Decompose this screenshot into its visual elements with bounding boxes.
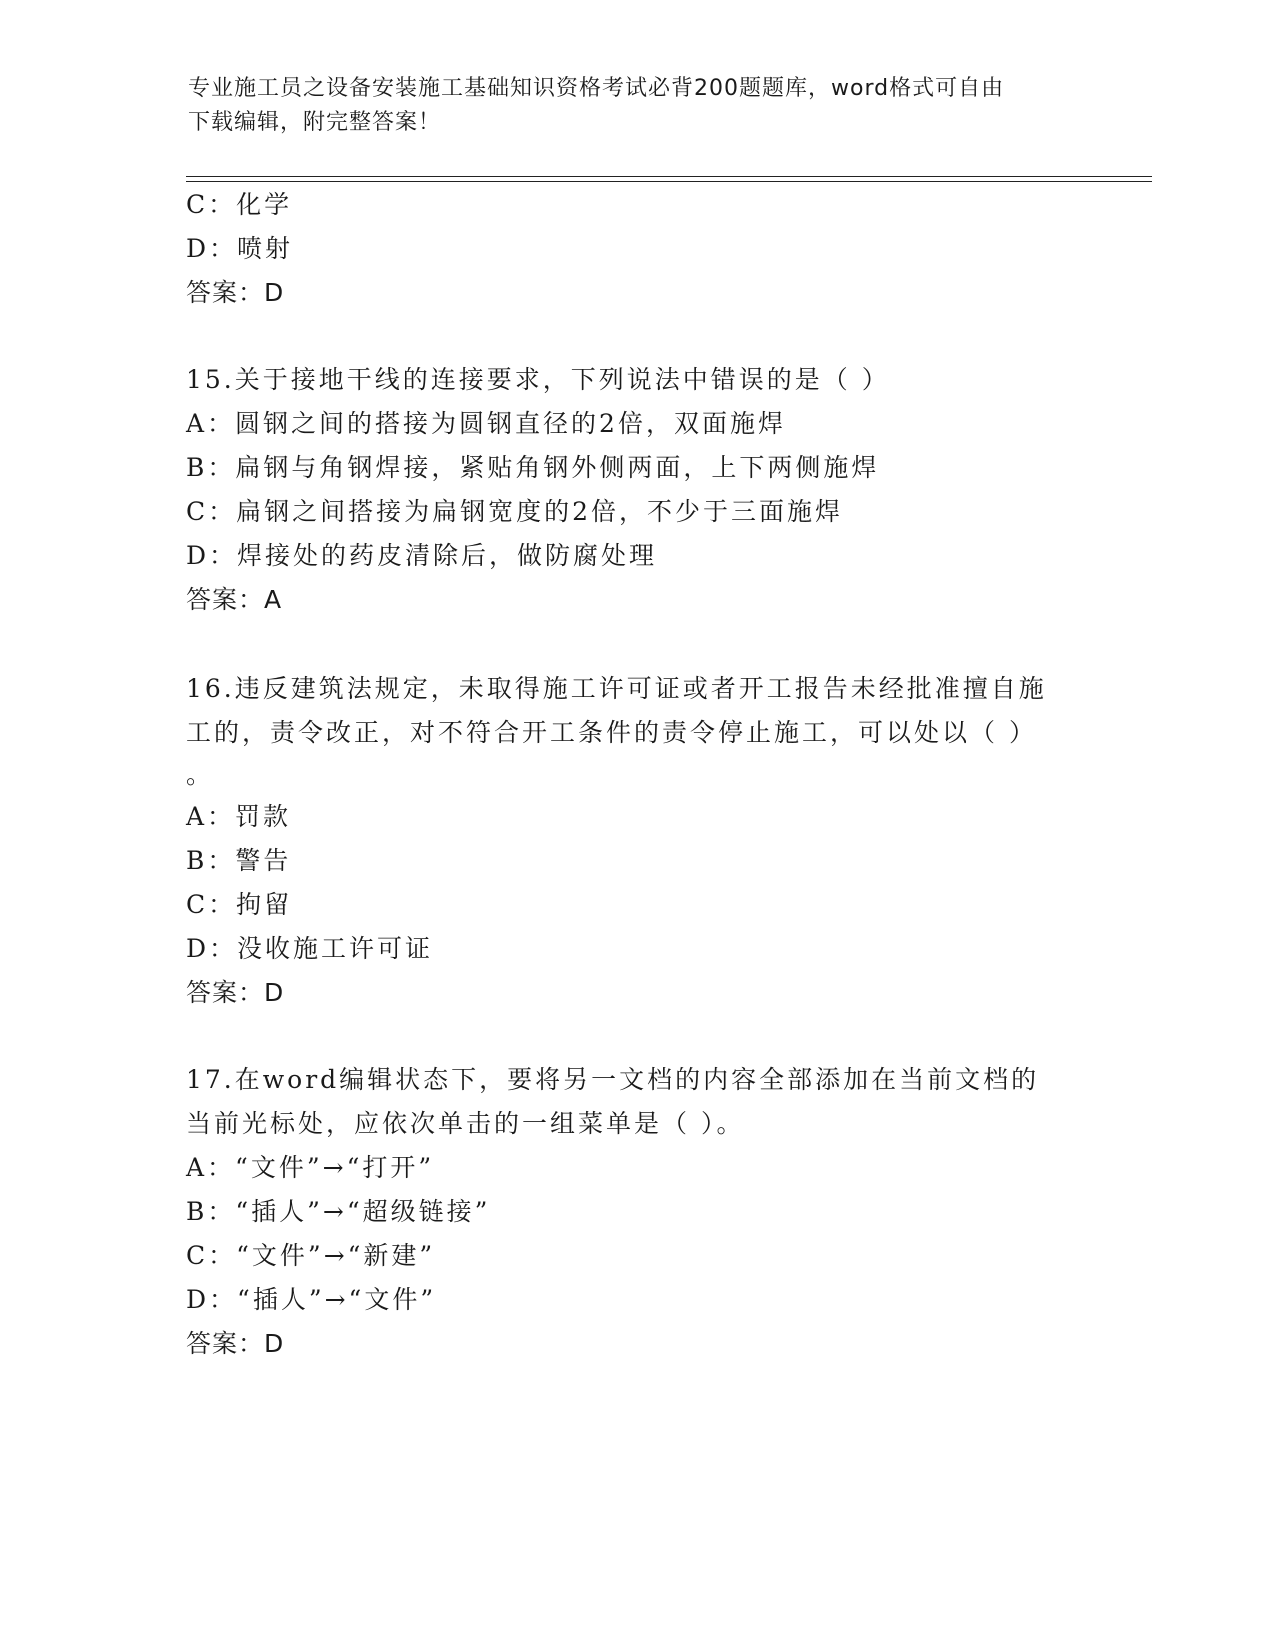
q16-stem-line-1: 16.违反建筑法规定，未取得施工许可证或者开工报告未经批准擅自施 [186, 674, 1047, 703]
q15-stem: 15.关于接地干线的连接要求，下列说法中错误的是（ ） [186, 365, 890, 394]
header-divider-bottom [186, 181, 1152, 182]
q14-answer: 答案：D [186, 278, 285, 307]
q17-answer: 答案：D [186, 1329, 285, 1358]
q16-option-d: D：没收施工许可证 [186, 934, 434, 963]
q17-stem-line-2: 当前光标处，应依次单击的一组菜单是（ ）。 [186, 1109, 745, 1138]
q15-option-d: D：焊接处的药皮清除后，做防腐处理 [186, 541, 658, 570]
q15-option-a: A：圆钢之间的搭接为圆钢直径的2倍，双面施焊 [186, 409, 786, 438]
q16-option-b: B：警告 [186, 846, 292, 875]
q14-option-c: C：化学 [186, 190, 293, 219]
header-line-1: 专业施工员之设备安装施工基础知识资格考试必背200题题库，word格式可自由 [188, 76, 1005, 101]
document-header [188, 72, 1068, 140]
q16-option-c: C：拘留 [186, 890, 293, 919]
q15-option-c: C：扁钢之间搭接为扁钢宽度的2倍，不少于三面施焊 [186, 497, 844, 526]
q17-stem-line-1: 17.在word编辑状态下，要将另一文档的内容全部添加在当前文档的 [186, 1065, 1040, 1094]
header-line-2: 下载编辑，附完整答案！ [188, 110, 442, 135]
q16-answer: 答案：D [186, 978, 285, 1007]
q17-option-d: D：“插人”→“文件” [186, 1285, 437, 1314]
q17-option-a: A：“文件”→“打开” [186, 1153, 435, 1182]
q16-stem-line-3: 。 [186, 760, 215, 789]
q15-option-b: B：扁钢与角钢焊接，紧贴角钢外侧两面，上下两侧施焊 [186, 453, 880, 482]
q15-answer: 答案：A [186, 585, 283, 614]
q17-option-b: B：“插人”→“超级链接” [186, 1197, 491, 1226]
q14-option-d: D：喷射 [186, 234, 294, 263]
q16-option-a: A：罚款 [186, 802, 292, 831]
q16-stem-line-2: 工的，责令改正，对不符合开工条件的责令停止施工，可以处以（ ） [186, 718, 1037, 747]
q17-option-c: C：“文件”→“新建” [186, 1241, 436, 1270]
header-divider-top [186, 176, 1152, 177]
